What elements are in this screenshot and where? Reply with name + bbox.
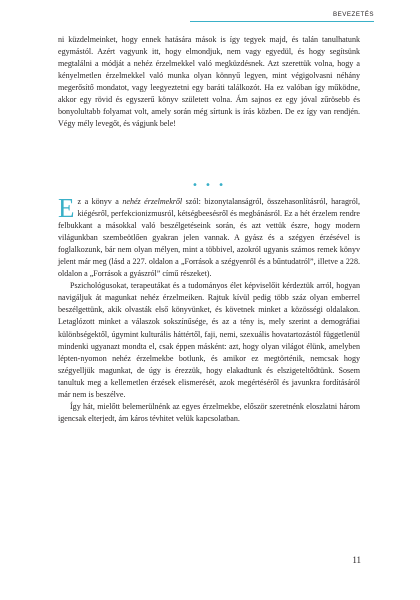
page-number: 11 [352,555,361,565]
running-head: BEVEZETÉS [333,11,374,18]
section-paragraph-2: Pszichológusokat, terapeutákat és a tudományos élet képviselőit kérdeztük arról, hogyan navigáljuk át magunkat nehéz érzelmeiken. Rajtuk kívül pedig több száz olyan emberrel beszélgettünk, akik olvasták első könyvünket, és követnek minket a közösségi oldalakon. Letaglózott minket a válaszok sokszínűsége, és az a tény is, mely szerint a demográfiai különbségektől, úgymint kulturális háttértől, faji, nemi, szexuális hovatartozástól függetlenül mindenki ugyanazt mondta el, csak éppen másként: azt, hogy olyan világot élünk, amelyben lépten-nyomon nehéz érzelmekbe botlunk, és amikor ez megtörténik, nemcsak hogy szégyelljük magunkat, de úgy is érezzük, hogy elakadtunk és elszigeteltődtünk. Sosem tanultuk meg a kellemetlen érzések elismerését, azok megértéséről és javunkra fordításáról már nem is beszélve. [58,281,360,399]
drop-cap: E [58,193,75,223]
paragraph-1-rest: szól: bizonytalanságról, összehasonlításról, haragról, kiégésről, perfekcionizmusról, kétségbeesésről és megbánásról. Ez a hét érzelem rendre felbukkant a másokkal való beszélgetéseink során, és azt vettük észre, hogy modern világunkban szembeötlően gyakran jelen vannak. A gyász és a szégyen érzésével is foglalkozunk, bár nem olyan mélyen, mint a többivel, azokról ugyanis számos remek könyv jelent már meg (lásd a 227. oldalon a „Források a szégyenről és a bűntudatról”, illetve a 228. oldalon a „Források a gyászról” című részeket). [58,197,360,279]
paragraph-1-start: z a könyv a [77,197,123,206]
section-text-block [58,193,360,425]
section-paragraph-1 [58,193,360,280]
section-break-ornament: • • • [191,180,227,191]
header-rule [190,21,374,22]
section-paragraph-3: Így hát, mielőtt belemerülnénk az egyes érzelmekbe, először szeretnénk eloszlatni három igencsak elterjedt, ám káros tévhitet velük kapcsolatban. [58,401,360,423]
paragraph-1-emphasis: nehéz érzelmekről [122,197,183,206]
intro-paragraph: ni küzdelmeinket, hogy ennek hatására mások is így tegyek majd, és talán tanulhatunk egymástól. Azért vagyunk itt, hogy elmondjuk, nem vagy egyedül, és hogy segítsünk megtalálni a módját a nehéz érzelmekkel való megküzdésnek. Azt szerettük volna, hogy a kényelmetlen érzelmekkel való munka olyan könnyű legyen, mint végigolvasni néhány megerősítő mondatot, vagy leegyeztetni egy baráti találkozót. Ha ez valóban így működne, akkor egy rövid és egyszerű könyv született volna. Ám sajnos ez egy jóval zűrösebb és bonyolultabb folyamat volt, amely során még sírtunk is írás közben. De ez így van rendjén. Végy mély levegőt, és vágjunk bele! [58,35,360,129]
intro-text-block [58,34,360,130]
